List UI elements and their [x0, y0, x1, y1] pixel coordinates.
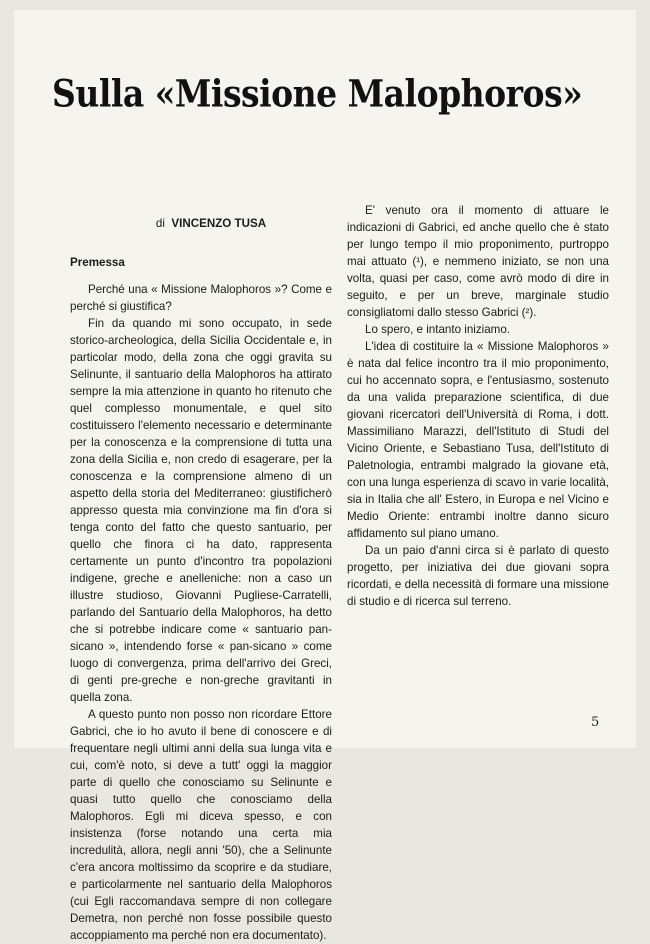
paragraph: Lo spero, e intanto iniziamo. — [365, 323, 511, 336]
paragraph: L'idea di costituire la « Missione Malophoros » è nata dal felice incontro tra il mio proponimento, cui ho accennato sopra, e l'entusiasmo, sostenuto da una valida preparazione scientifica, di due giovani ricercatori dell'Università di Roma, i dott. Massimiliano Marazzi, dell'Istituto di Studi del Vicino Oriente, e Sebastiano Tusa, dell'Istituto di Paletnologia, entrambi malgrado la giovane età, con una lunga esperienza di scavo in varie località, sia in Italia che all' Estero, in Europa e nel Vicino e Medio Oriente: entrambi inoltre danno sicuro affidamento sul piano umano. — [347, 340, 609, 540]
author-line — [70, 215, 332, 232]
page-number: 5 — [591, 715, 600, 730]
paragraph: E' venuto ora il momento di attuare le indicazioni di Gabrici, ed anche quello che è stato per lungo tempo il mio proponimento, purtroppo mai attuato (¹), e nemmeno iniziato, se non una volta, quasi per caso, come avrò modo di dire in seguito, e per un breve, marginale studio consigliatomi dallo stesso Gabrici (²). — [347, 204, 609, 319]
author-prefix: di — [155, 217, 165, 230]
paragraph: Da un paio d'anni circa si è parlato di questo progetto, per iniziativa dei due giovani sopra ricordati, e della necessità di formare una missione di studio e di ricerca sul terreno. — [347, 544, 609, 608]
section-heading: Premessa — [70, 256, 125, 269]
author-name: VINCENZO TUSA — [171, 217, 267, 230]
paragraph: Perché una « Missione Malophoros »? Come e perché si giustifica? — [70, 283, 332, 313]
paragraph: Fin da quando mi sono occupato, in sede storico-archeologica, della Sicilia Occidentale e, in particolar modo, della zona che oggi gravita su Selinunte, il santuario della Malophoros ha attirato sempre la mia attenzione in quanto ho ritenuto che quel complesso monumentale, e quel sito costituissero l'elemento necessario e determinante per la conoscenza e la comprensione di tutta una zona della Sicilia e, non credo di esagerare, per la conoscenza e la comprensione almeno di un aspetto della storia del Mediterraneo: giustificherò appresso questa mia convinzione ma fin d'ora si tenga conto del fatto che questo santuario, per quello che finora ci ha dato, rappresenta certamente un punto d'incontro tra popolazioni indigene, greche e anelleniche: non a caso un illustre studioso, Giovanni Pugliese-Carratelli, parlando del Santuario della Malophoros, ha detto che si potrebbe indicare come « santuario pan-sicano », intendendo forse « pan-sicano » come luogo di convergenza, prima dell'arrivo dei Greci, di genti pre-greche e non-greche gravitanti in quella zona. — [70, 317, 332, 704]
article-title: Sulla «Missione Malophoros» — [52, 72, 583, 116]
page — [14, 10, 636, 942]
paragraph: A questo punto non posso non ricordare Ettore Gabrici, che io ho avuto il bene di conoscere e di frequentare negli ultimi anni della sua lunga vita e cui, com'è noto, si deve a tutt' oggi la maggior parte di quello che conosciamo su Selinunte e quasi tutto quello che conosciamo della Malophoros. Egli mi diceva spesso, e con insistenza (forse notando una certa mia incredulità, allora, negli anni '50), che a Selinunte c'era ancora moltissimo da scoprire e da studiare, e particolarmente nel santuario della Malophoros (cui Egli raccomandava sempre di non collegare Demetra, non perché non fosse possibile questo accoppiamento ma perché non era documentato). — [70, 708, 332, 942]
left-column — [70, 215, 332, 944]
right-column — [347, 202, 609, 610]
